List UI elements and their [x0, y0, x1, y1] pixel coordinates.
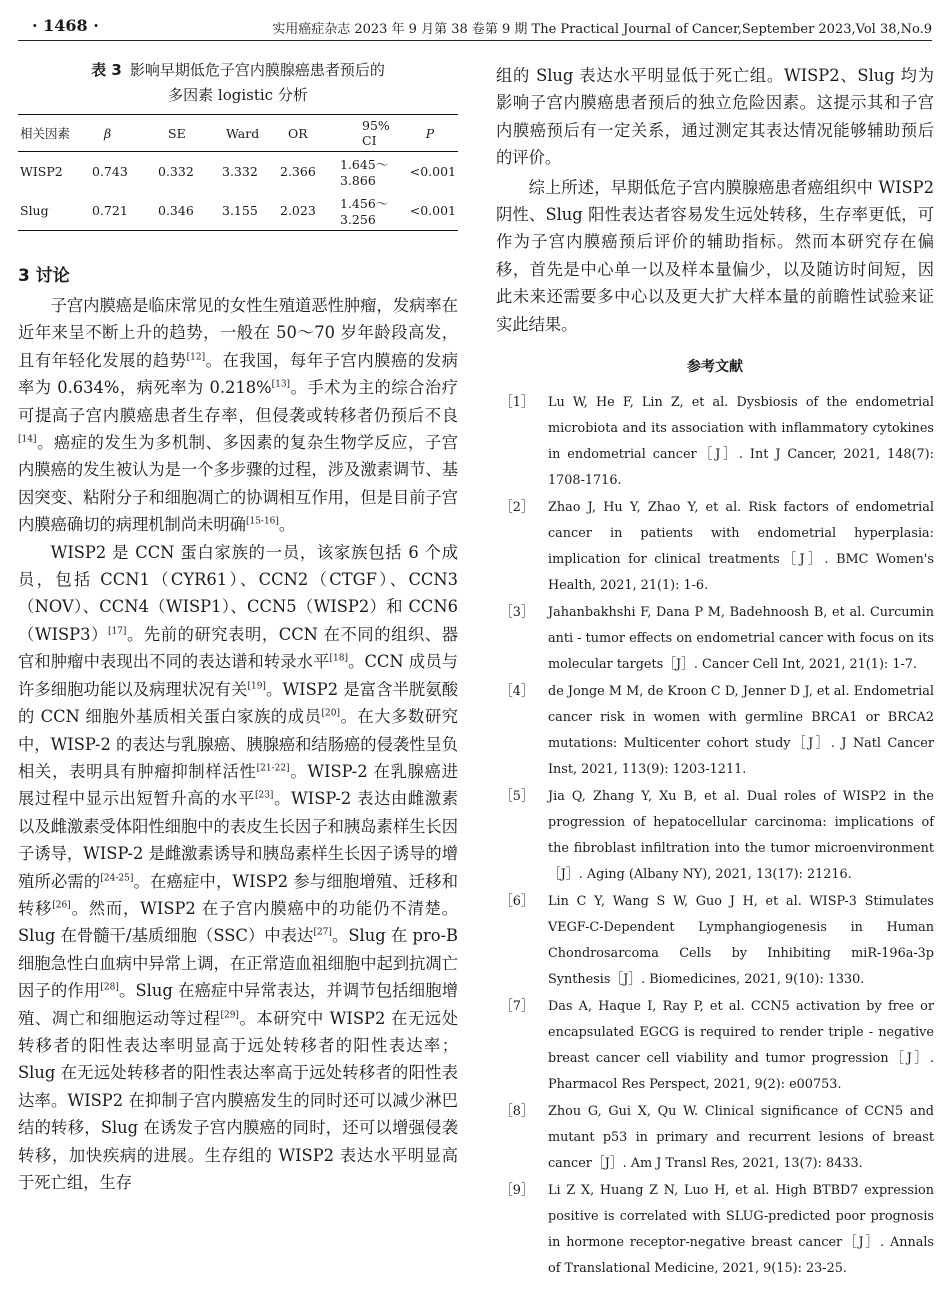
reference-item — [496, 784, 934, 888]
reference-text: Li Z X, Huang Z N, Luo H, et al. High BTBD7 expression positive is correlated with SLUG-predicted poor prognosis in hormone receptor-negative breast cancer［J］. Annals of Translational Medicine, 2021, 9(15): 23-25. — [548, 1183, 934, 1277]
col-header-factor: 相关因素 — [18, 115, 90, 152]
cell: 0.743 — [92, 164, 128, 179]
cell: 3.155 — [220, 191, 278, 231]
page-number: · 1468 · — [32, 16, 99, 35]
table-caption-line1: 影响早期低危子宫内膜腺癌患者预后的 — [129, 61, 385, 79]
paragraph-conclusion: 综上所述，早期低危子宫内膜腺癌患者癌组织中 WISP2 阴性、Slug 阳性表达者容易发生远处转移，生存率更低，可作为子宫内膜癌预后评价的辅助指标。然而本研究存在偏移，首先是中心单一以及样本量偏少，以及随访时间短，因此未来还需要多中心以及更大扩大样本量的前瞻性试验来证实此结果。 — [496, 177, 934, 334]
reference-number: ［7］ — [500, 999, 534, 1015]
cell: 2.023 — [278, 191, 338, 231]
reference-text: Jia Q, Zhang Y, Xu B, et al. Dual roles of WISP2 in the progression of hepatocellular carcinoma: implications of the fibroblast infiltration into the tumor microenvironment［J］. Aging (Albany NY), 2021, 13(17): 21216. — [548, 789, 934, 883]
cell: 1.456～3.256 — [338, 191, 408, 231]
left-column — [18, 58, 458, 1196]
reference-item — [496, 390, 934, 494]
reference-item — [496, 889, 934, 993]
reference-text: Lu W, He F, Lin Z, et al. Dysbiosis of the endometrial microbiota and its association with inflammatory cytokines in endometrial cancer［J］. Int J Cancer, 2021, 148(7): 1708-1716. — [548, 395, 934, 489]
reference-list — [496, 390, 934, 1282]
cell: 0.346 — [156, 191, 220, 231]
cell: WISP2 — [20, 164, 63, 179]
table-row — [18, 152, 458, 192]
paragraph-continued: 组的 Slug 表达水平明显低于死亡组。WISP2、Slug 均为影响子宫内膜癌患者预后的独立危险因素。这提示其和子宫内膜癌预后有一定关系，通过测定其表达情况能够辅助预后的评价。 — [496, 66, 934, 168]
reference-number: ［6］ — [500, 894, 534, 910]
paragraph-intro: 子宫内膜癌是临床常见的女性生殖道恶性肿瘤，发病率在近年来呈不断上升的趋势，一般在 50～70 岁年龄段高发，且有年轻化发展的趋势[12]。在我国，每年子宫内膜癌的发病率为 0.634%，病死率为 0.218%[13]。手术为主的综合治疗可提高子宫内膜癌患者生存率，但侵袭或转移者仍预后不良[14]。癌症的发生为多机制、多因素的复杂生物学反应，子宫内膜癌的发生被认为是一个多步骤的过程，涉及激素调节、基因突变、粘附分子和细胞凋亡的协调相互作用，但是目前子宫内膜癌确切的病理机制尚未明确[15-16]。 — [18, 296, 458, 535]
reference-item — [496, 1178, 934, 1282]
cell: 0.332 — [158, 164, 194, 179]
reference-number: ［9］ — [500, 1183, 534, 1199]
running-header — [18, 14, 932, 41]
cell: 1.645～3.866 — [340, 157, 389, 188]
reference-number: ［5］ — [500, 789, 534, 805]
reference-text: Zhao J, Hu Y, Zhao Y, et al. Risk factors of endometrial cancer in patients with endometrial hyperplasia: implication for clinical treatments［J］. BMC Women's Health, 2021, 21(1): 1-6. — [548, 500, 934, 594]
table-caption-line2: 多因素 logistic 分析 — [168, 86, 308, 104]
logistic-table — [18, 114, 458, 231]
table-number: 表 3 — [91, 61, 122, 79]
paragraph-wisp2: WISP2 是 CCN 蛋白家族的一员，该家族包括 6 个成员，包括 CCN1（CYR61）、CCN2（CTGF）、CCN3（NOV）、CCN4（WISP1）、CCN5（WISP2）和 CCN6（WISP3）[17]。先前的研究表明，CCN 在不同的组织、器官和肿瘤中表现出不同的表达谱和转录水平[18]。CCN 成员与许多细胞功能以及病理状况有关[19]。WISP2 是富含半胱氨酸的 CCN 细胞外基质相关蛋白家族的成员[20]。在大多数研究中，WISP-2 的表达与乳腺癌、胰腺癌和结肠癌的侵袭性呈负相关，表明具有肿瘤抑制样活性[21-22]。WISP-2 在乳腺癌进展过程中显示出短暂升高的水平[23]。WISP-2 表达由雌激素以及雌激素受体阳性细胞中的表皮生长因子和胰岛素样生长因子诱导，WISP-2 是雌激素诱导和胰岛素样生长因子诱导的增殖所必需的[24-25]。在癌症中，WISP2 参与细胞增殖、迁移和转移[26]。然而，WISP2 在子宫内膜癌中的功能仍不清楚。Slug 在骨髓干/基质细胞（SSC）中表达[27]。Slug 在 pro-B 细胞急性白血病中异常上调，在正常造血祖细胞中起到抗凋亡因子的作用[28]。Slug 在癌症中异常表达，并调节包括细胞增殖、凋亡和细胞运动等过程[29]。本研究中 WISP2 在无远处转移者的阳性表达率明显高于远处转移者的阳性表达率；Slug 在无远处转移者的阳性表达率高于远处转移者的阳性表达率。WISP2 在抑制子宫内膜癌发生的同时还可以减少淋巴结的转移，Slug 在诱发子宫内膜癌的同时，还可以增强侵袭转移，加快疾病的进展。生存组的 WISP2 表达水平明显高于死亡组，生存 — [18, 542, 459, 1192]
table-row — [18, 191, 458, 231]
reference-text: Das A, Haque I, Ray P, et al. CCN5 activation by free or encapsulated EGCG is required to render triple - negative breast cancer cell viability and tumor progression［J］. Pharmacol Res Perspect, 2021, 9(2): e00753. — [548, 999, 934, 1093]
col-header-beta: β — [90, 115, 156, 152]
cell: <0.001 — [408, 191, 458, 231]
col-header-se: SE — [156, 115, 220, 152]
col-header-ward: Ward — [220, 115, 278, 152]
reference-text: de Jonge M M, de Kroon C D, Jenner D J, et al. Endometrial cancer risk in women with germline BRCA1 or BRCA2 mutations: Multicenter cohort study［J］. J Natl Cancer Inst, 2021, 113(9): 1203-1211. — [548, 684, 934, 778]
reference-number: ［4］ — [500, 684, 534, 700]
reference-text: Lin C Y, Wang S W, Guo J H, et al. WISP-3 Stimulates VEGF-C-Dependent Lymphangiogenesis in Human Chondrosarcoma Cells by Inhibiting miR-196a-3p Synthesis［J］. Biomedicines, 2021, 9(10): 1330. — [548, 894, 934, 988]
table-header-row — [18, 115, 458, 152]
section-title-discussion: 3 讨论 — [18, 266, 70, 286]
journal-info: 实用癌症杂志 2023 年 9 月第 38 卷第 9 期 The Practical Journal of Cancer,September 2023,Vol 38,No.9 — [272, 22, 932, 37]
cell: 2.366 — [280, 164, 316, 179]
reference-item — [496, 679, 934, 783]
cell: 3.332 — [222, 164, 258, 179]
table-caption — [18, 58, 458, 108]
cell: 0.721 — [90, 191, 156, 231]
col-header-or: OR — [278, 115, 338, 152]
reference-item — [496, 495, 934, 599]
reference-item — [496, 600, 934, 678]
reference-number: ［1］ — [500, 395, 534, 411]
cell: <0.001 — [409, 164, 456, 179]
cell: Slug — [18, 191, 90, 231]
references-heading: 参考文献 — [687, 359, 743, 376]
reference-item — [496, 1099, 934, 1177]
reference-item — [496, 994, 934, 1098]
col-header-p: P — [408, 115, 458, 152]
reference-number: ［8］ — [500, 1104, 534, 1120]
reference-text: Zhou G, Gui X, Qu W. Clinical significance of CCN5 and mutant p53 in primary and recurrent lesions of breast cancer［J］. Am J Transl Res, 2021, 13(7): 8433. — [548, 1104, 934, 1172]
reference-number: ［3］ — [500, 605, 534, 621]
right-column — [496, 62, 934, 1283]
reference-text: Jahanbakhshi F, Dana P M, Badehnoosh B, et al. Curcumin anti - tumor effects on endometrial cancer with focus on its molecular targets［J］. Cancer Cell Int, 2021, 21(1): 1-7. — [548, 605, 934, 673]
reference-number: ［2］ — [500, 500, 534, 516]
col-header-ci: 95% CI — [338, 115, 408, 152]
